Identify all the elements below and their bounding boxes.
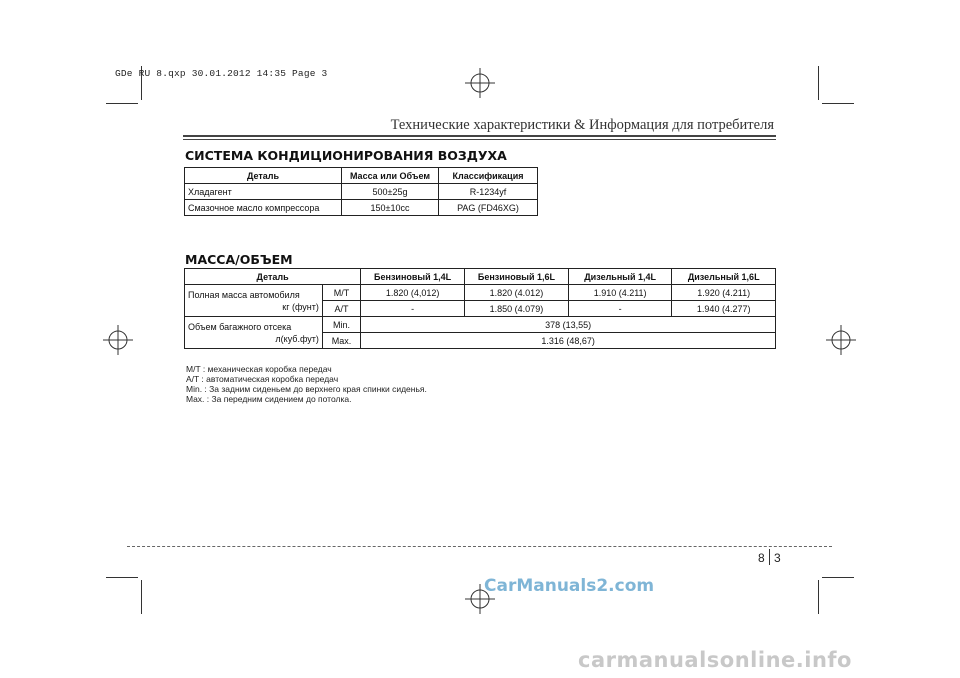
mass-section-title: МАССА/ОБЪЕМ — [185, 252, 293, 267]
registration-mark-icon — [465, 68, 495, 98]
table-cell: 1.940 (4.277) — [672, 301, 776, 317]
page-number-separator — [769, 549, 770, 565]
table-cell: PAG (FD46XG) — [439, 200, 538, 216]
table-cell: M/T — [322, 285, 360, 301]
column-header: Деталь — [185, 168, 342, 184]
table-cell: R-1234yf — [439, 184, 538, 200]
luggage-label — [185, 317, 323, 349]
vehicle-mass-label-unit: кг (фунт) — [282, 301, 319, 312]
file-header: GDe RU 8.qxp 30.01.2012 14:35 Page 3 — [115, 68, 328, 79]
running-header: Технические характеристики & Информация для потребителя — [390, 117, 774, 133]
crop-mark — [822, 103, 854, 104]
crop-mark — [106, 577, 138, 578]
vehicle-mass-label — [185, 285, 323, 317]
table-row — [185, 184, 538, 200]
footnote: A/T : автоматическая коробка передач — [186, 374, 339, 384]
table-cell: Max. — [322, 333, 360, 349]
footnote: Max. : За передним сидением до потолка. — [186, 394, 352, 404]
luggage-label-unit: л(куб.фут) — [275, 333, 319, 344]
footnotes — [186, 364, 427, 404]
mass-table — [184, 268, 776, 349]
column-header: Классификация — [439, 168, 538, 184]
table-row — [185, 200, 538, 216]
table-cell: 1.850 (4.079) — [465, 301, 569, 317]
ac-section-title: СИСТЕМА КОНДИЦИОНИРОВАНИЯ ВОЗДУХА — [185, 148, 507, 163]
table-cell: 1.820 (4,012) — [361, 285, 465, 301]
column-header: Бензиновый 1,6L — [465, 269, 569, 285]
table-header-row — [185, 168, 538, 184]
header-rule — [183, 135, 776, 137]
chapter-number: 8 — [758, 551, 765, 565]
footnote: M/T : механическая коробка передач — [186, 364, 332, 374]
header-rule-thin — [183, 139, 776, 140]
table-row — [185, 317, 776, 333]
column-header: Бензиновый 1,4L — [361, 269, 465, 285]
table-row — [185, 285, 776, 301]
watermark-logo: CarManuals2.com — [484, 576, 655, 596]
registration-mark-icon — [103, 325, 133, 355]
crop-mark — [818, 580, 819, 614]
crop-mark — [106, 103, 138, 104]
table-cell: Хладагент — [185, 184, 342, 200]
table-cell: 1.920 (4.211) — [672, 285, 776, 301]
footnote: Min. : За задним сиденьем до верхнего края спинки сиденья. — [186, 384, 427, 394]
column-header: Дизельный 1,4L — [568, 269, 672, 285]
crop-mark — [822, 577, 854, 578]
table-cell: 150±10cc — [342, 200, 439, 216]
luggage-label-line1: Объем багажного отсека — [188, 321, 292, 332]
table-header-row — [185, 269, 776, 285]
table-cell: - — [568, 301, 672, 317]
column-header: Масса или Объем — [342, 168, 439, 184]
table-cell: Min. — [322, 317, 360, 333]
ac-table — [184, 167, 538, 216]
table-cell: 1.820 (4.012) — [465, 285, 569, 301]
table-cell: - — [361, 301, 465, 317]
table-cell: A/T — [322, 301, 360, 317]
table-cell: 500±25g — [342, 184, 439, 200]
vehicle-mass-label-line1: Полная масса автомобиля — [188, 289, 300, 300]
page-number: 3 — [774, 551, 781, 565]
crop-mark — [818, 66, 819, 100]
table-cell: 1.316 (48,67) — [361, 333, 776, 349]
registration-mark-icon — [826, 325, 856, 355]
footer-dashed-rule — [127, 546, 832, 547]
table-cell: Смазочное масло компрессора — [185, 200, 342, 216]
column-header: Дизельный 1,6L — [672, 269, 776, 285]
crop-mark — [141, 580, 142, 614]
column-header: Деталь — [185, 269, 361, 285]
table-cell: 1.910 (4.211) — [568, 285, 672, 301]
footer-site-watermark: carmanualsonline.info — [578, 648, 852, 672]
table-cell: 378 (13,55) — [361, 317, 776, 333]
